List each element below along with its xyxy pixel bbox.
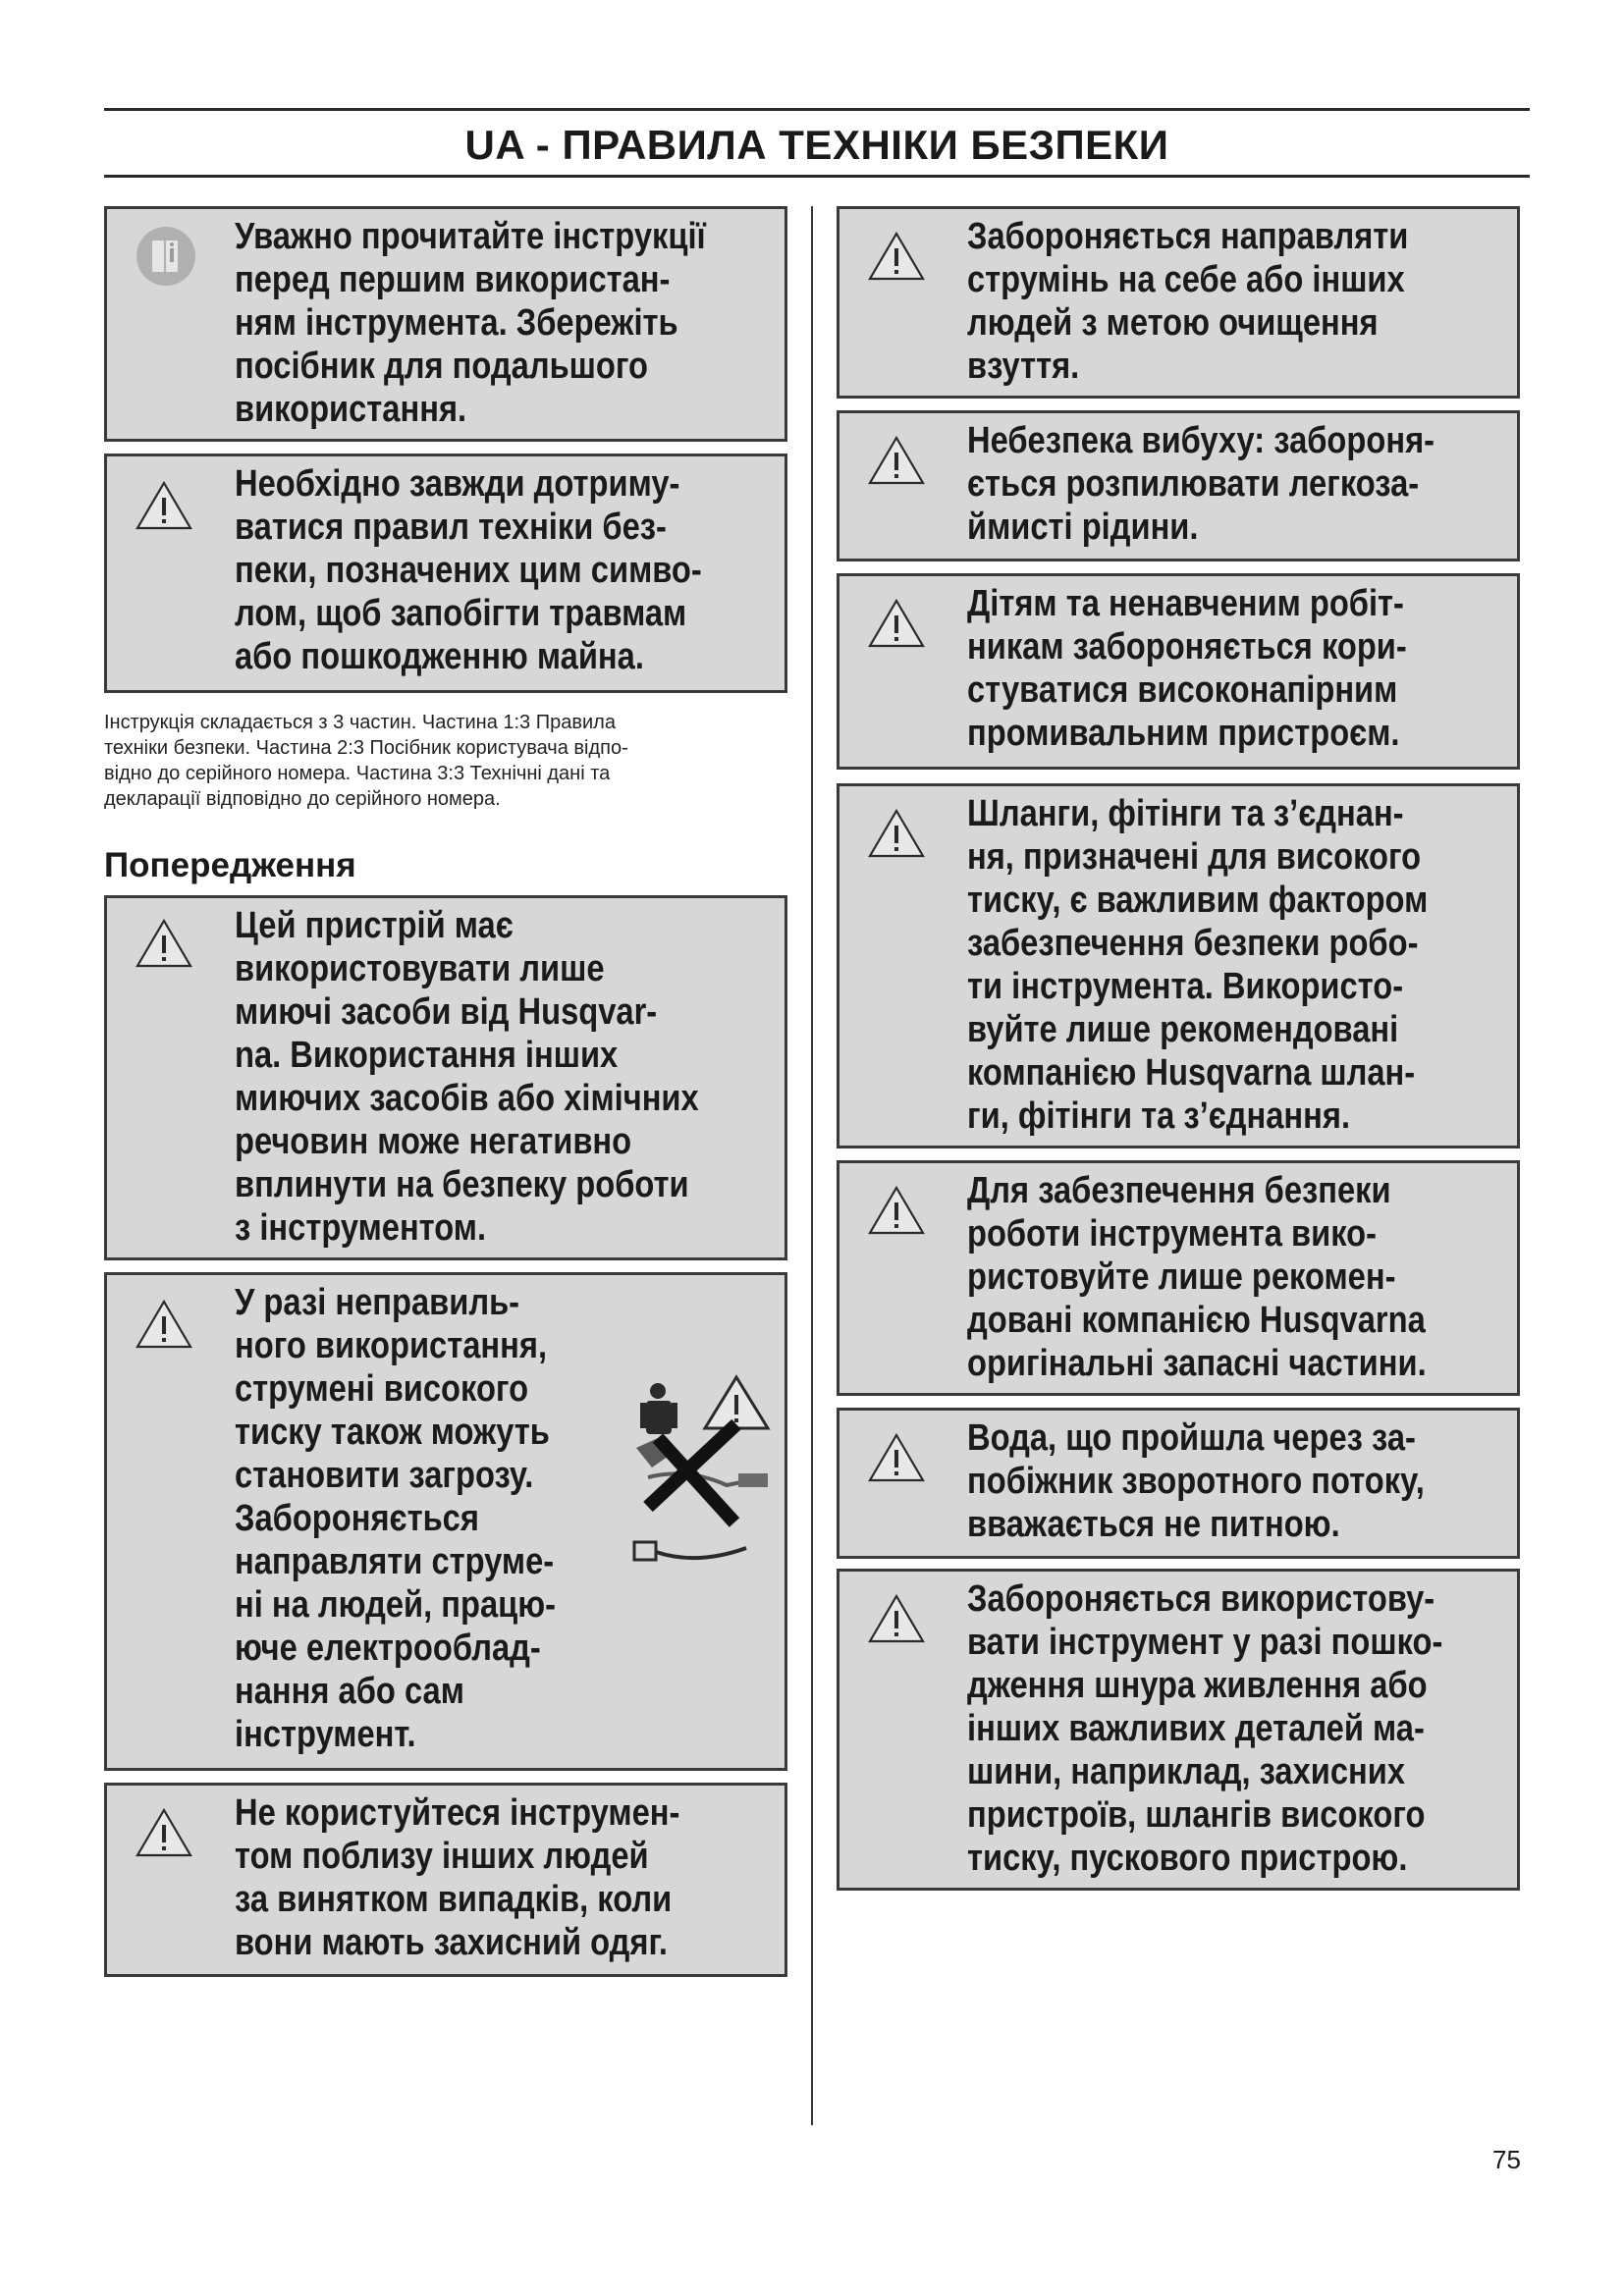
warning-text: Небезпека вибуху: забороня- ється розпилювати легкоза- ймисті рідини. bbox=[967, 420, 1435, 548]
warning-detergent bbox=[104, 895, 787, 1260]
warning-spare-parts bbox=[837, 1160, 1520, 1396]
warning-triangle-icon bbox=[867, 435, 926, 486]
warning-triangle-icon bbox=[867, 1432, 926, 1483]
warning-triangle-icon bbox=[867, 1185, 926, 1236]
top-rule bbox=[104, 108, 1530, 111]
warning-text: Шланги, фітінги та з’єднан- ня, призначені для високого тиску, є важливим фактором забезпечення безпеки робо- ти інструмента. Використо- вуйте лише рекомендовані компанією Husqvarna шлан- ги, фітінги та з’єднання. bbox=[967, 793, 1429, 1137]
page-number: 75 bbox=[1492, 2145, 1521, 2174]
warning-text: Не користуйтеся інструмен- том поблизу інших людей за винятком випадків, коли вони мають захисний одяг. bbox=[235, 1792, 680, 1963]
warning-triangle-icon bbox=[135, 918, 193, 969]
read-manual-icon bbox=[135, 225, 197, 288]
warning-hoses bbox=[837, 783, 1520, 1148]
notice-read-manual bbox=[104, 206, 787, 442]
warning-water bbox=[837, 1408, 1520, 1559]
warning-triangle-icon bbox=[867, 598, 926, 649]
warning-text: Вода, що пройшла через за- побіжник зворотного потоку, вважається не питною. bbox=[967, 1417, 1425, 1545]
warning-text: Забороняється використову- вати інструмент у разі пошко- дження шнура живлення або інших важливих деталей ма- шини, наприклад, захисних пристроїв, шлангів високого тиску, пускового пристрою. bbox=[967, 1578, 1443, 1879]
warning-triangle-icon bbox=[135, 1807, 193, 1858]
warning-text: Для забезпечення безпеки роботи інструмента вико- ристовуйте лише рекомен- довані компанією Husqvarna оригінальні запасні частини. bbox=[967, 1170, 1427, 1384]
warning-people bbox=[104, 1783, 787, 1977]
notice-text: Уважно прочитайте інструкції перед першим використан- ням інструмента. Збережіть посібник для подальшого використання. bbox=[235, 216, 706, 430]
column-divider bbox=[811, 206, 813, 2125]
warning-damaged bbox=[837, 1569, 1520, 1891]
page-title: UA - ПРАВИЛА ТЕХНІКИ БЕЗПЕКИ bbox=[464, 122, 1169, 168]
intro-paragraph: Інструкція складається з 3 частин. Частина 1:3 Правила техніки безпеки. Частина 2:3 Посібник користувача відпо- відно до серійного номера. Частина 3:3 Технічні дані та декларації відповідно до серійного номера. bbox=[104, 712, 628, 810]
warning-text: У разі неправиль- ного використання, струмені високого тиску також можуть становити загрозу. Забороняється направляти струме- ні на людей, працю- юче електрооблад- нання або сам інструмент. bbox=[235, 1282, 557, 1755]
warning-triangle-icon bbox=[867, 1593, 926, 1644]
warning-shoes bbox=[837, 206, 1520, 399]
notice-safety-symbol bbox=[104, 454, 787, 693]
warning-triangle-icon bbox=[867, 808, 926, 859]
notice-text: Необхідно завжди дотриму- ватися правил техніки без- пеки, позначених цим симво- лом, щоб запобігти травмам або пошкодженню майна. bbox=[235, 463, 702, 677]
warning-children bbox=[837, 573, 1520, 770]
warning-triangle-icon bbox=[135, 480, 193, 531]
section-heading: Попередження bbox=[104, 846, 356, 884]
warning-triangle-icon bbox=[135, 1299, 193, 1350]
warning-text: Дітям та ненавченим робіт- никам забороняється кори- стуватися високонапірним промивальним пристроєм. bbox=[967, 583, 1407, 754]
title-underline bbox=[104, 175, 1530, 178]
warning-explosion bbox=[837, 410, 1520, 561]
warning-triangle-icon bbox=[867, 231, 926, 282]
warning-text: Забороняється направляти струмінь на себе або інших людей з метою очищення взуття. bbox=[967, 216, 1409, 387]
no-spray-pictogram bbox=[628, 1369, 776, 1575]
warning-text: Цей пристрій має використовувати лише миючі засоби від Husqvar- na. Використання інших миючих засобів або хімічних речовин може негативно вплинути на безпеку роботи з інструментом. bbox=[235, 905, 699, 1249]
